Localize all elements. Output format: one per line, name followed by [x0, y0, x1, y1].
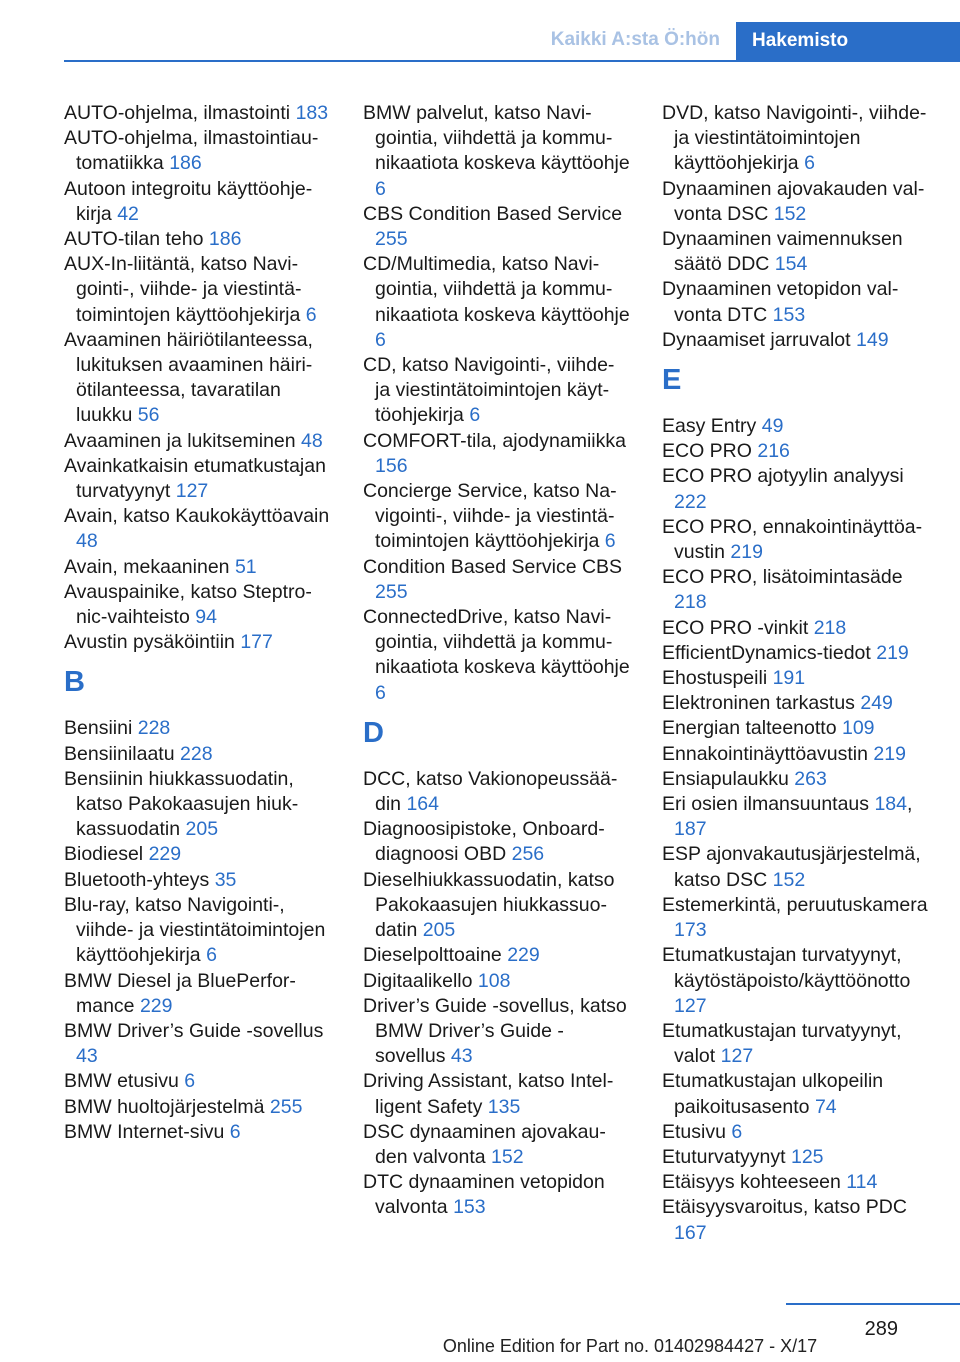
page-reference-link[interactable]: 191	[772, 667, 806, 690]
page-reference-link[interactable]: 6	[375, 681, 386, 704]
index-entry	[662, 1019, 930, 1069]
index-entry	[662, 439, 930, 464]
index-entry	[64, 630, 332, 655]
page-reference-link[interactable]: 127	[720, 1045, 754, 1068]
index-entry-term: CD/Multimedia, katso Navigointia, viihdettä ja kommunikaatiota koskeva käyttöohje	[363, 253, 630, 326]
page-reference-link[interactable]: 255	[375, 580, 408, 603]
index-entry	[64, 716, 332, 741]
index-entry-term: Concierge Service, katso Navigointi-, viihde- ja viestintätoimintojen käyttöohjekirja	[363, 480, 617, 553]
index-entry-term: Driving Assistant, katso Intelligent Safety	[363, 1070, 614, 1118]
index-entry	[64, 1120, 332, 1145]
index-entry-term: Autoon integroitu käyttöohjekirja	[64, 177, 313, 225]
index-entry-term: Estemerkintä, peruutuskamera	[662, 893, 928, 916]
header-rule	[64, 60, 960, 62]
page-reference-link[interactable]: 186	[208, 228, 242, 251]
index-entry-term: DVD, katso Navigointi-, viihde- ja viestintätoimintojen käyttöohjekirja	[662, 102, 927, 175]
index-entry	[662, 842, 930, 892]
index-entry-term: Avain, mekaaninen	[64, 555, 230, 578]
index-entry-term: ConnectedDrive, katso Navigointia, viihdettä ja kommunikaatiota koskeva käyttöohje	[363, 606, 630, 679]
page-reference-link[interactable]: 229	[139, 994, 173, 1017]
index-entry-term: ECO PRO, ennakointinäyttöavustin	[662, 515, 923, 564]
index-entry	[363, 994, 631, 1070]
page-reference-link[interactable]: 229	[148, 843, 182, 866]
index-entry-term: COMFORT-tila, ajodynamiikka	[363, 429, 626, 452]
index-entry	[64, 227, 332, 252]
page-reference-link[interactable]: 228	[137, 717, 171, 740]
index-entry-term: ECO PRO ajotyylin analyysi	[662, 465, 904, 488]
index-entry	[64, 454, 332, 504]
index-entry	[64, 893, 332, 969]
index-entry-term: Etuturvatyynyt	[662, 1145, 786, 1168]
page-reference-link[interactable]: 6	[375, 328, 386, 351]
page-reference-link[interactable]: 152	[772, 868, 806, 891]
index-entry-term: Avustin pysäköintiin	[64, 631, 235, 654]
page-reference-link[interactable]: 164	[406, 793, 439, 816]
page-reference-link[interactable]: 94	[195, 606, 217, 629]
page-reference-link[interactable]: 153	[772, 303, 806, 326]
index-entry-term: Energian talteenotto	[662, 717, 837, 740]
index-entry	[64, 252, 332, 328]
page-reference-link[interactable]: 56	[137, 404, 160, 427]
page-reference-link[interactable]: 6	[305, 303, 317, 326]
page-reference-link[interactable]: 228	[180, 742, 213, 765]
index-entry	[662, 716, 930, 741]
page-reference-link[interactable]: 205	[422, 919, 456, 942]
index-entry-term: Ehostuspeili	[662, 667, 768, 690]
index-entry-term: Etäisyys kohteeseen	[662, 1171, 841, 1194]
index-entry	[363, 817, 631, 867]
index-column-3	[662, 101, 930, 1246]
page-reference-link[interactable]: 135	[487, 1095, 521, 1118]
index-entry	[662, 767, 930, 792]
index-entry	[662, 227, 930, 277]
index-entry	[662, 943, 930, 1019]
index-entry	[662, 565, 930, 615]
page-reference-link[interactable]: 152	[491, 1145, 524, 1168]
index-column-2	[363, 101, 631, 1221]
index-entry-term: Biodiesel	[64, 843, 144, 866]
index-entry	[363, 353, 631, 429]
index-entry: Eri osien ilmansuuntaus 184, 187	[662, 793, 913, 841]
page-reference-link[interactable]: 186	[169, 152, 202, 175]
index-entry-term: Eri osien ilmansuuntaus	[662, 793, 870, 816]
index-entry	[662, 893, 930, 943]
index-entry	[64, 555, 332, 580]
page-reference-link[interactable]: 43	[76, 1045, 98, 1068]
index-entry	[64, 1019, 332, 1069]
index-letter-heading: B	[64, 666, 85, 699]
page-reference-link[interactable]: 183	[295, 102, 329, 124]
index-entry	[363, 555, 631, 605]
page-reference-link[interactable]: 153	[453, 1196, 486, 1219]
index-entry	[64, 328, 332, 429]
index-entry	[662, 414, 930, 439]
page-reference-link[interactable]: 154	[774, 253, 808, 276]
page-reference-link[interactable]: 108	[477, 969, 511, 992]
index-entry-term: DSC dynaaminen ajovakauden valvonta	[363, 1120, 606, 1168]
index-entry	[662, 742, 930, 767]
index-entry	[662, 1170, 930, 1195]
page-reference-link[interactable]: 6	[229, 1120, 241, 1143]
page-reference-link[interactable]: 48	[301, 429, 323, 452]
index-entry	[662, 464, 930, 514]
index-entry	[64, 1095, 332, 1120]
edition-note: Online Edition for Part no. 01402984427 - X/17	[442, 1336, 818, 1356]
index-tab[interactable]: Hakemisto	[736, 22, 960, 60]
index-entry-term: BMW huoltojärjestelmä	[64, 1095, 265, 1118]
index-entry	[64, 868, 332, 893]
index-entry-term: Avaaminen ja lukitseminen	[64, 429, 296, 452]
index-entry	[363, 1120, 631, 1170]
page-reference-link[interactable]: 6	[469, 404, 481, 427]
index-entry-term: Bensiinin hiukkassuodatin, katso Pakokaasujen hiukkassuodatin	[64, 767, 299, 841]
index-entry	[363, 1069, 631, 1119]
index-entry-term: Avainkatkaisin etumatkustajan turvatyynyt	[64, 454, 326, 503]
index-entry	[363, 429, 631, 479]
index-entry	[64, 429, 332, 454]
page-reference-link[interactable]: 35	[214, 868, 237, 891]
index-entry-term: Ensiapulaukku	[662, 767, 789, 790]
page-reference-link[interactable]: 51	[234, 555, 257, 578]
index-entry-term: CD, katso Navigointi-, viihde- ja viestintätoimintojen käyttöohjekirja	[363, 354, 615, 427]
page-reference-link[interactable]: 205	[185, 818, 219, 841]
index-entry	[363, 943, 631, 968]
page-reference-link[interactable]: 167	[674, 1221, 707, 1244]
page-number: 289	[864, 1318, 898, 1340]
index-entry-term: AUTO-ohjelma, ilmastointiautomatiikka	[64, 127, 319, 175]
page-reference-link[interactable]: 255	[269, 1095, 303, 1118]
index-entry	[662, 101, 930, 177]
index-entry-term: Bluetooth-yhteys	[64, 868, 210, 891]
page-reference-link[interactable]: 219	[730, 541, 763, 564]
index-entry-term: Bensiini	[64, 717, 133, 740]
index-entry	[64, 126, 332, 176]
page-reference-link[interactable]: 49	[761, 415, 784, 438]
index-entry-term: Etumatkustajan ulkopeilin paikoitusasento	[662, 1070, 884, 1118]
page-reference-link[interactable]: 74	[814, 1095, 837, 1118]
index-entry	[662, 277, 930, 327]
page-reference-link[interactable]: 177	[240, 631, 273, 654]
index-entry	[64, 101, 332, 126]
page-reference-link[interactable]: 187	[674, 818, 707, 841]
index-entry-term: Diagnoosipistoke, Onboard-diagnoosi OBD	[363, 818, 605, 866]
page-reference-link[interactable]: 249	[860, 692, 893, 715]
index-entry-term: ESP ajonvakautusjärjestelmä, katso DSC	[662, 843, 921, 891]
index-entry	[363, 202, 631, 252]
index-entry	[662, 1145, 930, 1170]
page-reference-link[interactable]: 43	[450, 1045, 473, 1068]
index-entry-term: Etumatkustajan turvatyynyt, käytöstäpoisto/käyttöönotto	[662, 944, 911, 992]
index-entry	[662, 515, 930, 565]
index-entry	[662, 616, 930, 641]
index-entry-term: Ennakointinäyttöavustin	[662, 742, 868, 765]
index-entry	[363, 252, 631, 353]
page-reference-link[interactable]: 48	[76, 530, 98, 553]
page-reference-link[interactable]: 127	[674, 994, 707, 1017]
index-entry	[662, 328, 930, 353]
page-reference-link[interactable]: 263	[794, 767, 827, 790]
page-reference-link[interactable]: 114	[846, 1171, 878, 1194]
index-entry	[64, 767, 332, 843]
index-entry-term: Dynaamiset jarruvalot	[662, 328, 851, 351]
index-entry	[363, 479, 631, 555]
index-letter-heading: E	[662, 364, 682, 397]
page-reference-link[interactable]: 255	[375, 228, 408, 251]
footer-rule	[786, 1303, 960, 1305]
page-reference-link[interactable]: 109	[841, 717, 875, 740]
page-reference-link[interactable]: 42	[117, 202, 139, 225]
index-entry-term: DTC dynaaminen vetopidon valvonta	[363, 1171, 605, 1219]
index-entry	[662, 177, 930, 227]
index-entry-term: AUX-In-liitäntä, katso Navigointi-, viihde- ja viestintätoimintojen käyttöohjekirja	[64, 253, 302, 326]
index-entry-term: Dieselpolttoaine	[363, 944, 502, 967]
page-reference-link[interactable]: 216	[757, 440, 790, 463]
index-entry-term: Etusivu	[662, 1120, 726, 1143]
index-entry-term: Etumatkustajan turvatyynyt, valot	[662, 1019, 902, 1068]
index-entry	[64, 580, 332, 630]
index-entry-term: CBS Condition Based Service	[363, 202, 623, 225]
index-entry	[662, 641, 930, 666]
index-entry-term: AUTO-ohjelma, ilmastointi	[64, 102, 291, 124]
index-entry-term: ECO PRO, lisätoimintasäde	[662, 566, 903, 589]
index-entry-term: BMW etusivu	[64, 1070, 179, 1093]
index-entry	[64, 842, 332, 867]
index-letter-heading: D	[363, 716, 384, 749]
index-entry	[363, 1170, 631, 1220]
page-reference-link[interactable]: 125	[790, 1145, 824, 1168]
page-reference-link[interactable]: 152	[773, 202, 807, 225]
index-entry	[662, 666, 930, 691]
index-entry	[64, 1069, 332, 1094]
index-entry-term: Digitaalikello	[363, 969, 473, 992]
index-entry	[662, 1195, 930, 1245]
index-entry-term: ECO PRO -vinkit	[662, 616, 809, 639]
page-reference-link[interactable]: 173	[674, 919, 707, 942]
index-entry-term: BMW Internet-sivu	[64, 1120, 225, 1143]
index-entry	[363, 969, 631, 994]
index-entry-term: Dieselhiukkassuodatin, katso Pakokaasujen hiukkassuodatin	[363, 868, 615, 942]
index-entry-term: BMW Diesel ja BluePerformance	[64, 969, 296, 1017]
page-reference-link[interactable]: 222	[674, 490, 707, 513]
page-reference-link[interactable]: 6	[206, 944, 217, 967]
index-entry-term: Dynaaminen ajovakauden valvonta DSC	[662, 177, 925, 225]
page-reference-link[interactable]: 218	[813, 616, 847, 639]
page-reference-link[interactable]: 6	[731, 1120, 743, 1143]
index-entry	[662, 1120, 930, 1145]
index-entry	[363, 605, 631, 706]
page-reference-link[interactable]: 6	[184, 1070, 196, 1093]
index-entry-term: AUTO-tilan teho	[64, 228, 204, 251]
index-column-1	[64, 101, 332, 1145]
index-entry	[363, 767, 631, 817]
page-reference-link[interactable]: 219	[873, 742, 906, 765]
index-entry-term: DCC, katso Vakionopeussäädin	[363, 767, 618, 816]
index-entry	[64, 742, 332, 767]
page-reference-link[interactable]: 6	[375, 177, 386, 200]
index-entry-term: Condition Based Service CBS	[363, 555, 623, 578]
page-reference-link[interactable]: 184	[874, 793, 907, 816]
index-entry-term: EfficientDynamics-tiedot	[662, 641, 871, 664]
page-reference-link[interactable]: 149	[856, 328, 889, 351]
index-entry	[64, 177, 332, 227]
index-entry	[64, 504, 332, 554]
index-entry-term: Avaaminen häiriötilanteessa, lukituksen avaaminen häiriötilanteessa, tavaratilan luukku	[64, 328, 313, 427]
page-reference-link[interactable]: 156	[375, 454, 408, 477]
section-tab[interactable]: Kaikki A:sta Ö:hön	[550, 29, 720, 50]
page-reference-link[interactable]: 219	[876, 641, 909, 664]
page-header	[0, 22, 960, 62]
index-entry	[662, 1069, 930, 1119]
index-entry	[64, 969, 332, 1019]
page-reference-link[interactable]: 127	[175, 480, 209, 503]
index-entry-term: Avain, katso Kaukokäyttöavain	[64, 505, 330, 528]
page-reference-link[interactable]: 6	[804, 152, 815, 175]
index-entry	[662, 691, 930, 716]
index-entry-term: BMW palvelut, katso Navigointia, viihdettä ja kommunikaatiota koskeva käyttöohje	[363, 102, 630, 175]
index-entry-term: BMW Driver’s Guide -sovellus	[64, 1019, 324, 1042]
page-reference-link[interactable]: 6	[604, 530, 616, 553]
index-entry-term: Bensiinilaatu	[64, 742, 175, 765]
index-entry-term: ECO PRO	[662, 440, 752, 463]
page-reference-link[interactable]: 256	[511, 843, 545, 866]
index-entry-term: Etäisyysvaroitus, katso PDC	[662, 1196, 907, 1219]
page-reference-link[interactable]: 218	[674, 591, 707, 614]
index-entry	[363, 101, 631, 202]
index-entry-term: Dynaaminen vaimennuksen säätö DDC	[662, 228, 903, 276]
page-reference-link[interactable]: 229	[507, 944, 540, 967]
index-entry-term: Easy Entry	[662, 415, 757, 438]
index-entry-term: Elektroninen tarkastus	[662, 692, 855, 715]
index-entry-term: Avauspainike, katso Steptronic-vaihteisto	[64, 580, 312, 629]
index-entry-term: Blu-ray, katso Navigointi-, viihde- ja viestintätoimintojen käyttöohjekirja	[64, 893, 326, 967]
index-entry-term: Dynaaminen vetopidon valvonta DTC	[662, 278, 899, 326]
index-entry-term: Driver’s Guide -sovellus, katso BMW Driver’s Guide -sovellus	[363, 994, 627, 1068]
index-entry	[363, 868, 631, 944]
